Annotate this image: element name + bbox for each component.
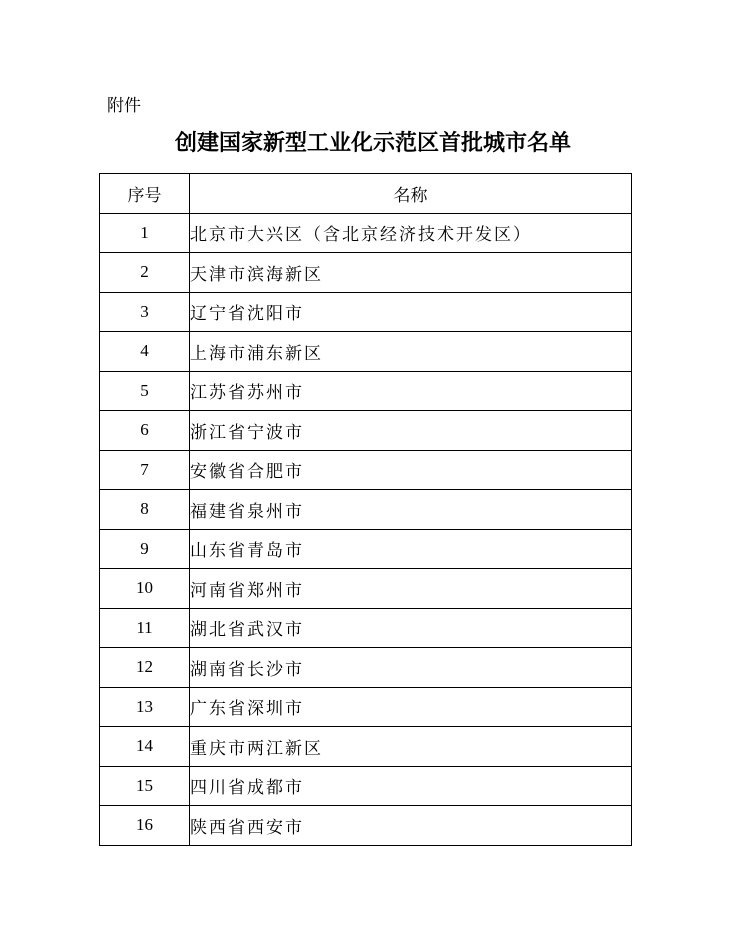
table-row	[100, 490, 632, 530]
table-row	[100, 687, 632, 727]
document-title: 创建国家新型工业化示范区首批城市名单	[174, 130, 571, 156]
table-row	[100, 253, 632, 293]
row-index: 8	[100, 490, 190, 530]
row-city-name: 天津市滨海新区	[190, 253, 632, 293]
table-row	[100, 332, 632, 372]
table-row	[100, 608, 632, 648]
row-city-name: 辽宁省沈阳市	[190, 292, 632, 332]
table-row	[100, 411, 632, 451]
table-row	[100, 529, 632, 569]
row-city-name: 山东省青岛市	[190, 529, 632, 569]
row-city-name: 河南省郑州市	[190, 569, 632, 609]
row-city-name: 湖南省长沙市	[190, 648, 632, 688]
row-city-name: 湖北省武汉市	[190, 608, 632, 648]
table-row	[100, 727, 632, 767]
row-city-name: 安徽省合肥市	[190, 450, 632, 490]
row-index: 3	[100, 292, 190, 332]
row-index: 12	[100, 648, 190, 688]
table-row	[100, 371, 632, 411]
table-row	[100, 569, 632, 609]
city-list-table	[99, 173, 632, 846]
row-index: 14	[100, 727, 190, 767]
row-city-name: 陕西省西安市	[190, 806, 632, 846]
table-body	[100, 213, 632, 845]
row-index: 13	[100, 687, 190, 727]
row-index: 5	[100, 371, 190, 411]
table-header-row	[100, 174, 632, 214]
row-index: 6	[100, 411, 190, 451]
row-city-name: 广东省深圳市	[190, 687, 632, 727]
row-index: 10	[100, 569, 190, 609]
row-city-name: 江苏省苏州市	[190, 371, 632, 411]
attachment-label: 附件	[107, 96, 141, 116]
row-city-name: 重庆市两江新区	[190, 727, 632, 767]
table-row	[100, 648, 632, 688]
header-name: 名称	[190, 174, 632, 214]
table-row	[100, 766, 632, 806]
row-index: 7	[100, 450, 190, 490]
row-index: 15	[100, 766, 190, 806]
row-city-name: 上海市浦东新区	[190, 332, 632, 372]
row-city-name: 福建省泉州市	[190, 490, 632, 530]
table-row	[100, 292, 632, 332]
header-index: 序号	[100, 174, 190, 214]
row-index: 1	[100, 213, 190, 253]
row-city-name: 北京市大兴区（含北京经济技术开发区）	[190, 213, 632, 253]
row-index: 9	[100, 529, 190, 569]
table-row	[100, 213, 632, 253]
table-row	[100, 450, 632, 490]
row-index: 16	[100, 806, 190, 846]
row-index: 11	[100, 608, 190, 648]
row-city-name: 浙江省宁波市	[190, 411, 632, 451]
row-city-name: 四川省成都市	[190, 766, 632, 806]
table-row	[100, 806, 632, 846]
row-index: 4	[100, 332, 190, 372]
row-index: 2	[100, 253, 190, 293]
